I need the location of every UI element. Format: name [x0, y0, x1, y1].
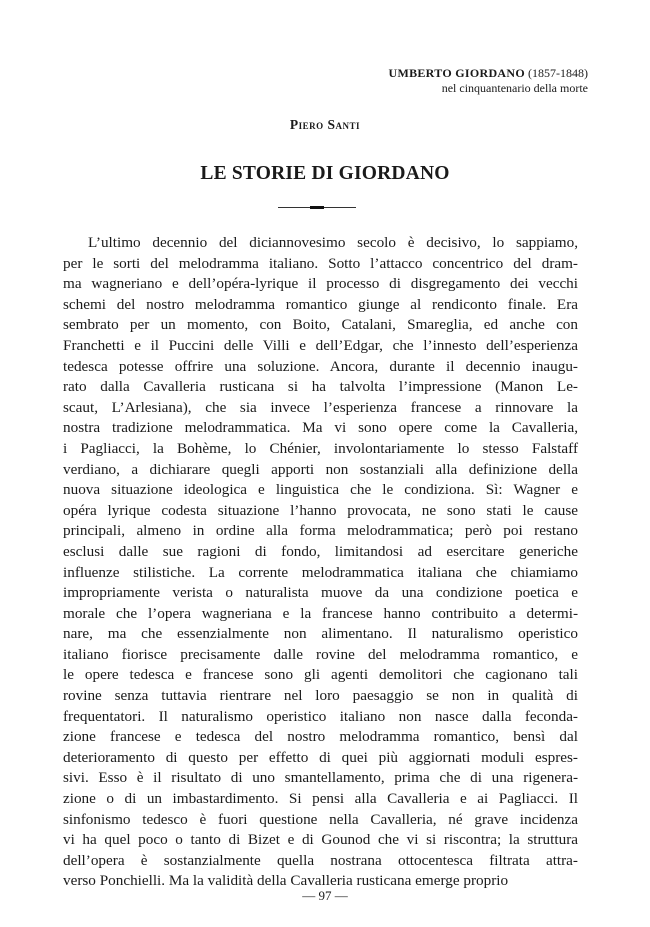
author-name: Piero Santi	[289, 117, 361, 132]
body-line: L’ultimo decennio del diciannovesimo secolo è decisivo, lo sappiamo,	[88, 234, 578, 251]
page-number: — 97 —	[302, 888, 348, 903]
body-line: nuova situazione ideologica e linguistica che le condiziona. Sì: Wagner e	[63, 481, 578, 499]
body-line: dell’opera è sostanzialmente quella nostrana ottocentesca filtrata attra-	[63, 851, 578, 869]
body-line: influenze stilistiche. La corrente melodrammatica italiana che chiamiamo	[63, 563, 578, 581]
body-line: italiano fiorisce precisamente dalle rovine del melodramma romantico, e	[63, 645, 578, 663]
body-line: zione o di un imbastardimento. Si pensi alla Cavalleria e ai Pagliacci. Il	[63, 790, 578, 808]
running-head-subtitle: nel cinquantenario della morte	[441, 81, 588, 95]
body-line: per le sorti del melodramma italiano. Sotto l’attacco concentrico del dram-	[63, 254, 578, 272]
running-head	[388, 66, 588, 96]
body-line: Franchetti e il Puccini delle Villi e dell’Edgar, che l’innesto dell’esperienza	[63, 336, 578, 354]
body-line: sembrato per un momento, con Boito, Catalani, Smareglia, ed anche con	[63, 316, 578, 334]
body-line: impropriamente verista o naturalista muove da una condizione poetica e	[63, 584, 578, 602]
body-line: nostra tradizione melodrammatica. Ma vi sono opere come la Cavalleria,	[63, 419, 578, 437]
body-line: verso Ponchielli. Ma la validità della Cavalleria rusticana emerge proprio	[63, 872, 509, 890]
ornament-dash	[310, 206, 324, 209]
running-head-years: (1857-1848)	[525, 66, 588, 80]
body-line: ma wagneriano e dell’opéra-lyrique il processo di disgregamento dei vecchi	[63, 275, 578, 293]
body-line: sinfonismo tedesco è fuori questione nella Cavalleria, né grave incidenza	[63, 810, 578, 828]
body-line: principali, almeno in ordine alla forma melodrammatica; però poi restano	[63, 522, 578, 540]
title-ornament	[278, 205, 356, 211]
running-head-title	[388, 66, 588, 81]
body-line: vi ha quel poco o tanto di Bizet e di Gounod che vi si riscontra; la struttura	[63, 831, 578, 849]
body-line: morale che l’opera wagneriana e la francese hanno contribuito a determi-	[63, 604, 578, 622]
body-line: i Pagliacci, la Bohème, lo Chénier, involontariamente lo stesso Falstaff	[63, 439, 578, 457]
body-line: rovine senza tuttavia rientrare nel loro paesaggio se non in qualità di	[63, 687, 578, 705]
body-line: tedesca potesse offrire una soluzione. Ancora, durante il decennio inaugu-	[63, 357, 578, 375]
running-head-name: UMBERTO GIORDANO	[388, 66, 525, 80]
body-line: verdiano, a dichiarare quegli apporti non sostanziali alla definizione della	[63, 460, 578, 478]
body-line: deterioramento di questo per effetto di quei più aggiornati moduli espres-	[63, 748, 578, 766]
body-line: le opere tedesca e francese sono gli agenti demolitori che cagionano tali	[63, 666, 578, 684]
body-line: schemi del nostro melodramma romantico giunge al rendiconto finale. Era	[63, 295, 578, 313]
body-line: opéra lyrique codesta situazione l’hanno provocata, ne sono stati le cause	[63, 501, 578, 519]
body-line: rato dalla Cavalleria rusticana si ha talvolta l’impressione (Manon Le-	[63, 378, 578, 396]
body-text	[63, 233, 578, 892]
body-line: nare, ma che essenzialmente non alimentano. Il naturalismo operistico	[63, 625, 578, 643]
body-line: zione francese e tedesca del nostro melodramma romantico, bensì dal	[63, 728, 578, 746]
article-title: LE STORIE DI GIORDANO	[200, 163, 450, 184]
body-line: scaut, L’Arlesiana), che sia invece l’esperienza francese a rinnovare la	[63, 398, 578, 416]
body-line: sivi. Esso è il risultato di uno smantellamento, prima che di una rigenera-	[63, 769, 578, 787]
body-line: frequentatori. Il naturalismo operistico italiano non nasce dalla feconda-	[63, 707, 578, 725]
body-line: esclusi dalle sue ragioni di fondo, limitandosi ad esercitare generiche	[63, 542, 578, 560]
